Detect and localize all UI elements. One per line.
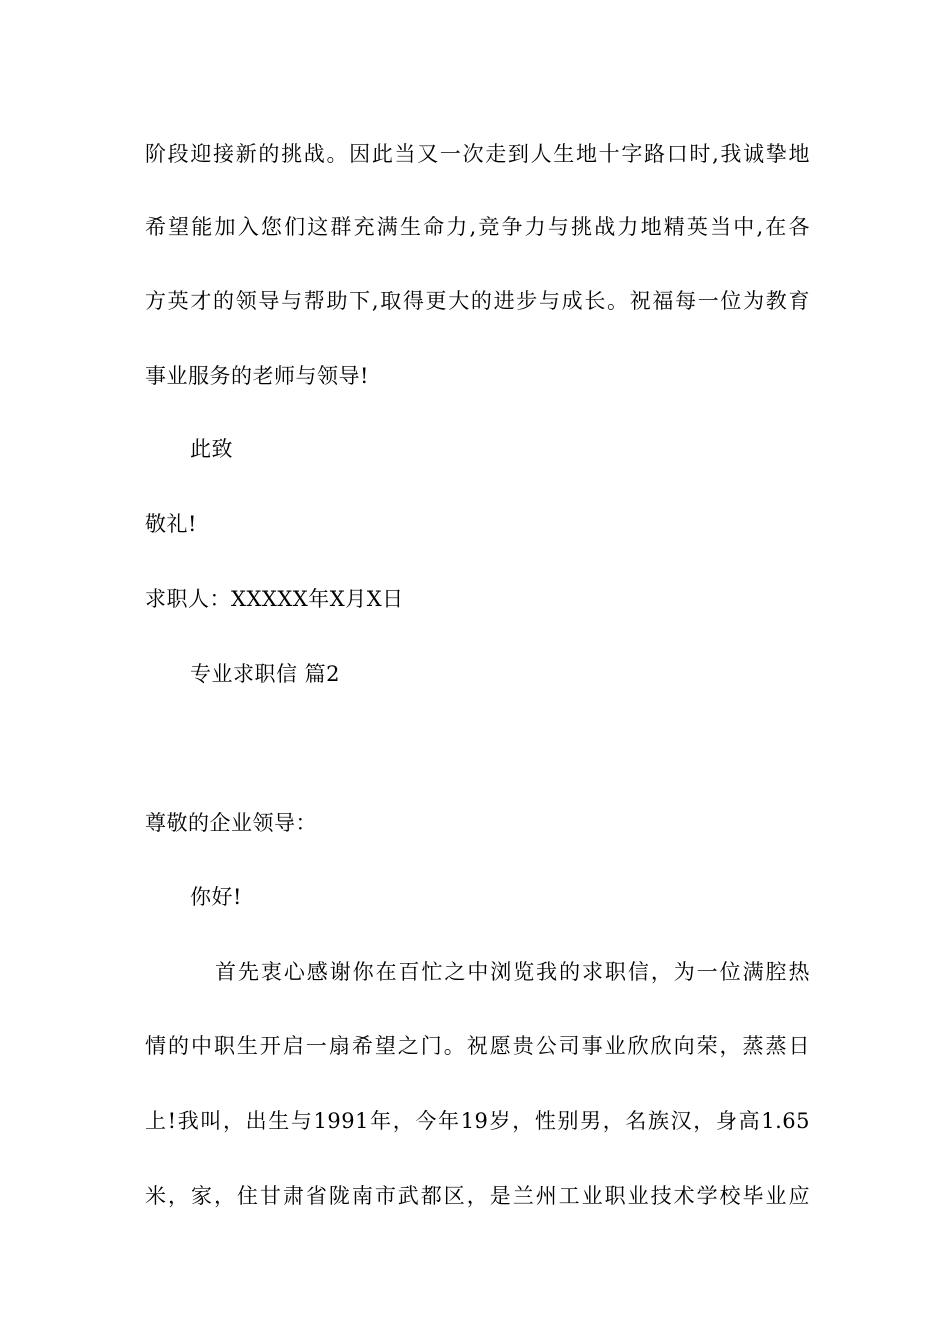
- body-text-line: 首先衷心感谢你在百忙之中浏览我的求职信，为一位满腔热: [215, 960, 810, 984]
- greeting-recipient: 尊敬的企业领导：: [145, 811, 317, 835]
- salute-text: 敬礼!: [145, 512, 197, 536]
- section-title: 专业求职信 篇2: [190, 662, 341, 686]
- closing-text: 此致: [190, 437, 233, 461]
- body-text-line: 情的中职生开启一扇希望之门。祝愿贵公司事业欣欣向荣，蒸蒸日: [145, 1034, 810, 1058]
- body-text-line: 方英才的领导与帮助下,取得更大的进步与成长。祝福每一位为教育: [145, 289, 810, 313]
- greeting-hello: 你好!: [190, 885, 242, 909]
- body-text-line: 事业服务的老师与领导!: [145, 364, 369, 388]
- body-text-line: 希望能加入您们这群充满生命力,竞争力与挑战力地精英当中,在各: [145, 215, 810, 239]
- body-text-line: 上!我叫，出生与1991年，今年19岁，性别男，名族汉，身高1.65: [145, 1109, 810, 1133]
- signature-line: 求职人：XXXXX年X月X日: [145, 587, 404, 611]
- body-text-line: 阶段迎接新的挑战。因此当又一次走到人生地十字路口时,我诚挚地: [145, 142, 810, 166]
- body-text-line: 米，家，住甘肃省陇南市武都区，是兰州工业职业技术学校毕业应: [145, 1184, 810, 1208]
